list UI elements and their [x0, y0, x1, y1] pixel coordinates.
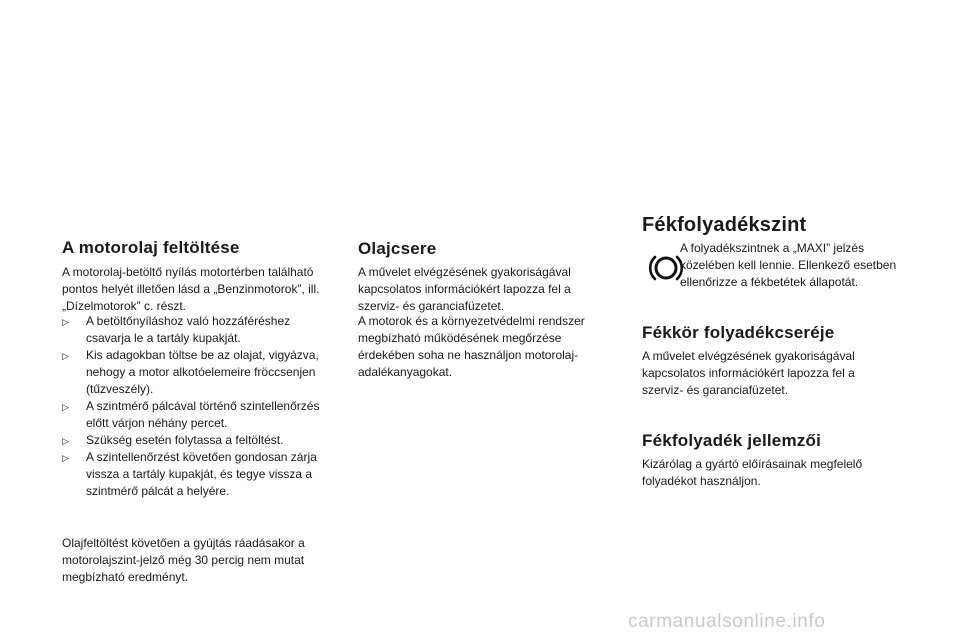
- brake-fluid-change-text: A művelet elvégzésének gyakoriságával kapcsolatos információkért lapozza fel a szerviz- és garanciafüzetet.: [642, 349, 855, 397]
- brake-fluid-spec-text: Kizárólag a gyártó előírásainak megfelelő folyadékot használjon.: [642, 457, 863, 488]
- arrow-bullet-icon: ▷: [62, 403, 69, 413]
- section-title-oil-change: Olajcsere: [358, 239, 437, 258]
- arrow-bullet-icon: ▷: [62, 318, 69, 328]
- section-title-oil-filling: A motorolaj feltöltése: [62, 238, 240, 257]
- list-item: ▷ Kis adagokban töltse be az olajat, vigyázva, nehogy a motor alkotóelemeire fröccsenjen (tűzveszély).: [62, 348, 319, 396]
- list-item: ▷ A betöltőnyíláshoz való hozzáféréshez csavarja le a tartály kupakját.: [62, 314, 291, 345]
- oil-change-interval-text: A művelet elvégzésének gyakoriságával kapcsolatos információkért lapozza fel a szerviz- és garanciafüzetet.: [358, 265, 571, 313]
- arrow-bullet-icon: ▷: [62, 454, 69, 464]
- oil-level-note: Olajfeltöltést követően a gyújtás ráadásakor a motorolajszint-jelző még 30 percig nem mutat megbízható eredményt.: [62, 536, 305, 584]
- list-item: ▷ A szintellenőrzést követően gondosan zárja vissza a tartály kupakját, és tegye vissza a szintmérő pálcát a helyére.: [62, 450, 317, 498]
- oil-change-additive-warning: A motorok és a környezetvédelmi rendszer megbízható működésének megőrzése érdekében soha ne használjon motorolaj-adalékanyagokat.: [358, 314, 585, 379]
- oil-filling-intro: A motorolaj-betöltő nyílás motortérben található pontos helyét illetően lásd a „Benzinmotorok”, ill. „Dízelmotorok” c. részt.: [62, 265, 320, 313]
- section-title-brake-fluid-level: Fékfolyadékszint: [642, 214, 807, 236]
- section-title-brake-fluid-change: Fékkör folyadékcseréje: [642, 323, 835, 342]
- arrow-bullet-icon: ▷: [62, 437, 69, 447]
- list-item: ▷ A szintmérő pálcával történő szintellenőrzés előtt várjon néhány percet.: [62, 399, 320, 430]
- brake-fluid-level-text: A folyadékszintnek a „MAXI” jelzés közelében kell lennie. Ellenkező esetben ellenőrizze a fékbetétek állapotát.: [680, 241, 897, 289]
- watermark-text: carmanualsonline.info: [628, 611, 826, 632]
- section-title-brake-fluid-spec: Fékfolyadék jellemzői: [642, 431, 821, 450]
- list-item: ▷ Szükség esetén folytassa a feltöltést.: [62, 432, 332, 449]
- oil-filling-steps: [62, 313, 332, 500]
- arrow-bullet-icon: ▷: [62, 352, 69, 362]
